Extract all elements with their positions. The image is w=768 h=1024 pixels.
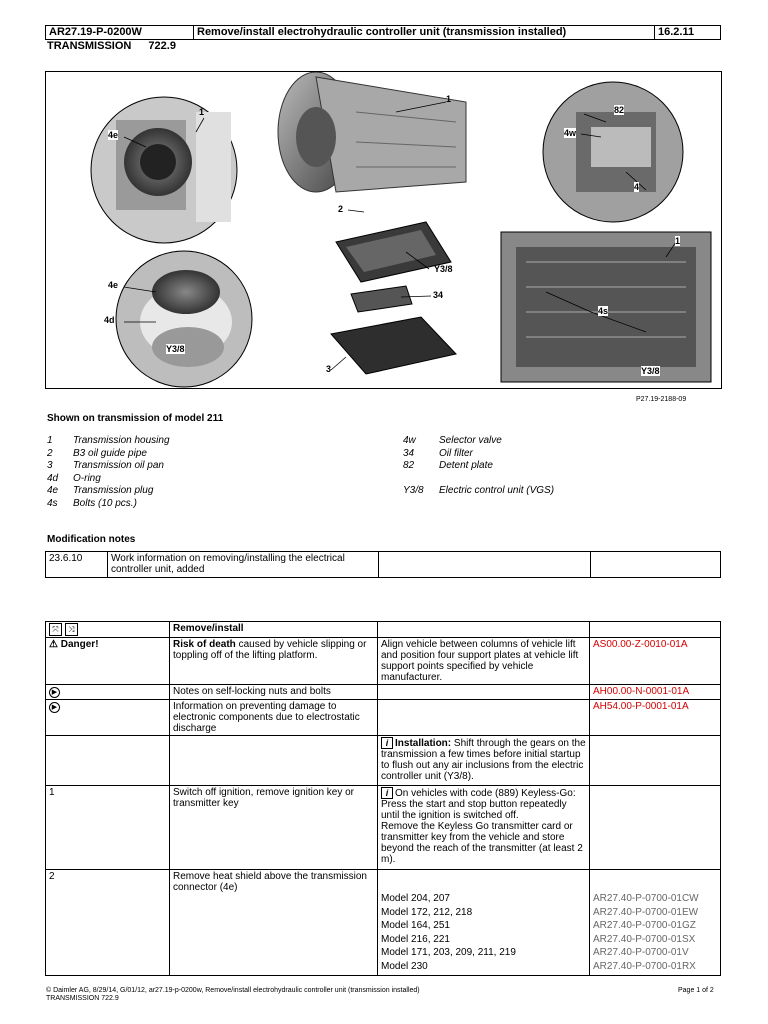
legend-item: 4d O-ring [47,472,101,484]
callout-4d: 4d [104,315,115,325]
header-table [45,25,721,40]
model-ref-link[interactable]: AR27.40-P-0700-01CW [593,893,699,904]
transmission-housing-drawing [278,72,466,192]
info-icon: i [381,737,393,749]
legend-item: 4e Transmission plug [47,485,154,496]
step1-number: 1 [46,786,170,870]
figure-frame [45,71,722,389]
callout-1: 1 [199,107,205,117]
detail-circle-top [91,97,237,243]
oil-filter-drawing [351,286,412,312]
danger-ref-link[interactable]: AS00.00-Z-0010-01A [590,638,721,685]
legend-item: 1 Transmission housing [47,435,170,446]
doc-date: 16.2.11 [655,26,721,40]
installation-note: i Installation: Shift through the gears on the transmission a few times before initial startup to flush out any air inclusions from the electric controller unit (Y3/8). [378,736,590,786]
figure-ref: P27.19-2188-09 [636,396,687,403]
callout-1-right: 1 [675,236,681,246]
callout-1-top: 1 [446,94,452,104]
callout-34: 34 [433,290,444,300]
callout-4e: 4e [108,130,119,140]
callout-y3-8: Y3/8 [434,264,453,274]
expand-icon[interactable]: ⤧ [49,623,62,636]
note1-text: Notes on self-locking nuts and bolts [170,685,378,700]
note-arrow-icon: ▶ [49,687,60,698]
detail-circle-bottom [116,251,252,387]
callout-4w: 4w [564,128,577,138]
note-arrow-icon: ▶ [49,702,60,713]
callout-y3-8-bottom: Y3/8 [166,344,185,354]
info-icon: i [381,787,393,799]
subtitle [47,40,176,52]
callout-82: 82 [614,105,625,115]
step2-refs [590,870,721,976]
legend-item: 82 Detent plate [403,460,493,471]
callout-4e-bottom: 4e [108,280,119,290]
doc-id: AR27.19-P-0200W [46,26,194,40]
step2-number: 2 [46,870,170,976]
callout-4s: 4s [598,306,609,316]
legend-item: Y3/8 Electric control unit (VGS) [403,485,555,496]
note2-text: Information on preventing damage to electronic components due to electrostatic discharge [170,700,378,736]
modification-table [45,551,721,578]
subtitle-label: TRANSMISSION [47,40,132,52]
callout-y3-8-right: Y3/8 [641,366,660,376]
callout-4: 4 [634,182,640,192]
danger-action: Align vehicle between columns of vehicle lift and position four support plates at vehicle lift support points specified by vehicle manufacturer. [378,638,590,685]
doc-title: Remove/install electrohydraulic controller unit (transmission installed) [194,26,655,40]
steps-table [45,621,721,976]
legend-item: 4s Bolts (10 pcs.) [47,497,137,509]
callout-3: 3 [326,364,332,374]
callout-2: 2 [338,204,344,214]
collapse-icon[interactable]: ⤨ [65,623,78,636]
subtitle-model: 722.9 [148,40,176,52]
legend-item: 34 Oil filter [403,447,473,459]
detail-circle-right [543,82,683,222]
footer-page: Page 1 of 2 [678,987,714,994]
note1-ref-link[interactable]: AH00.00-N-0001-01A [590,685,721,700]
step2-models: Model 204, 207 Model 172, 212, 218 Model 164, 251 Model 216, 221 Model 171, 203, 209, 211, 219 Model 230 [378,870,590,976]
step2-text: Remove heat shield above the transmission connector (4e) [170,870,378,976]
transmission-illustration [46,72,721,388]
legend-item: 3 Transmission oil pan [47,460,164,471]
model-ref-link[interactable]: AR27.40-P-0700-01V [593,947,689,958]
model-ref-link[interactable]: AR27.40-P-0700-01GZ [593,920,696,931]
modification-text: Work information on removing/installing the electrical controller unit, added [108,552,379,578]
note2-ref-link[interactable]: AH54.00-P-0001-01A [590,700,721,736]
legend-item: 4w Selector valve [403,435,502,446]
step1-info: i On vehicles with code (889) Keyless-Go: Press the start and stop button repeatedly until the ignition is switched off. Remove the Keyless Go transmitter card or transmitter key from the vehicle and store beyond the reach of the transmitter (at least 2 m). [378,786,590,870]
model-ref-link[interactable]: AR27.40-P-0700-01EW [593,906,699,918]
modification-heading: Modification notes [47,534,136,545]
step1-text: Switch off ignition, remove ignition key or transmitter key [170,786,378,870]
remove-install-header: Remove/install [170,622,378,638]
shown-on-heading: Shown on transmission of model 211 [47,413,224,424]
danger-description: Risk of death caused by vehicle slipping or toppling off of the lifting platform. [170,638,378,685]
warning-triangle-icon: ⚠ [49,639,58,650]
legend-right [403,435,554,498]
legend-item [403,473,554,486]
footer-left: © Daimler AG, 8/29/14, G/01/12, ar27.19-p-0200w, Remove/install electrohydraulic controller unit (transmission installed) TRANSMISSION 722.9 [46,987,420,1002]
legend-left [47,435,170,510]
expand-collapse-cell [46,622,170,638]
legend-item: 2 B3 oil guide pipe [47,447,147,459]
model-ref-link[interactable]: AR27.40-P-0700-01SX [593,933,696,945]
oil-pan-drawing [331,317,456,374]
danger-cell: ⚠ Danger! [46,638,170,685]
modification-date: 23.6.10 [46,552,108,578]
model-ref-link[interactable]: AR27.40-P-0700-01RX [593,960,696,972]
